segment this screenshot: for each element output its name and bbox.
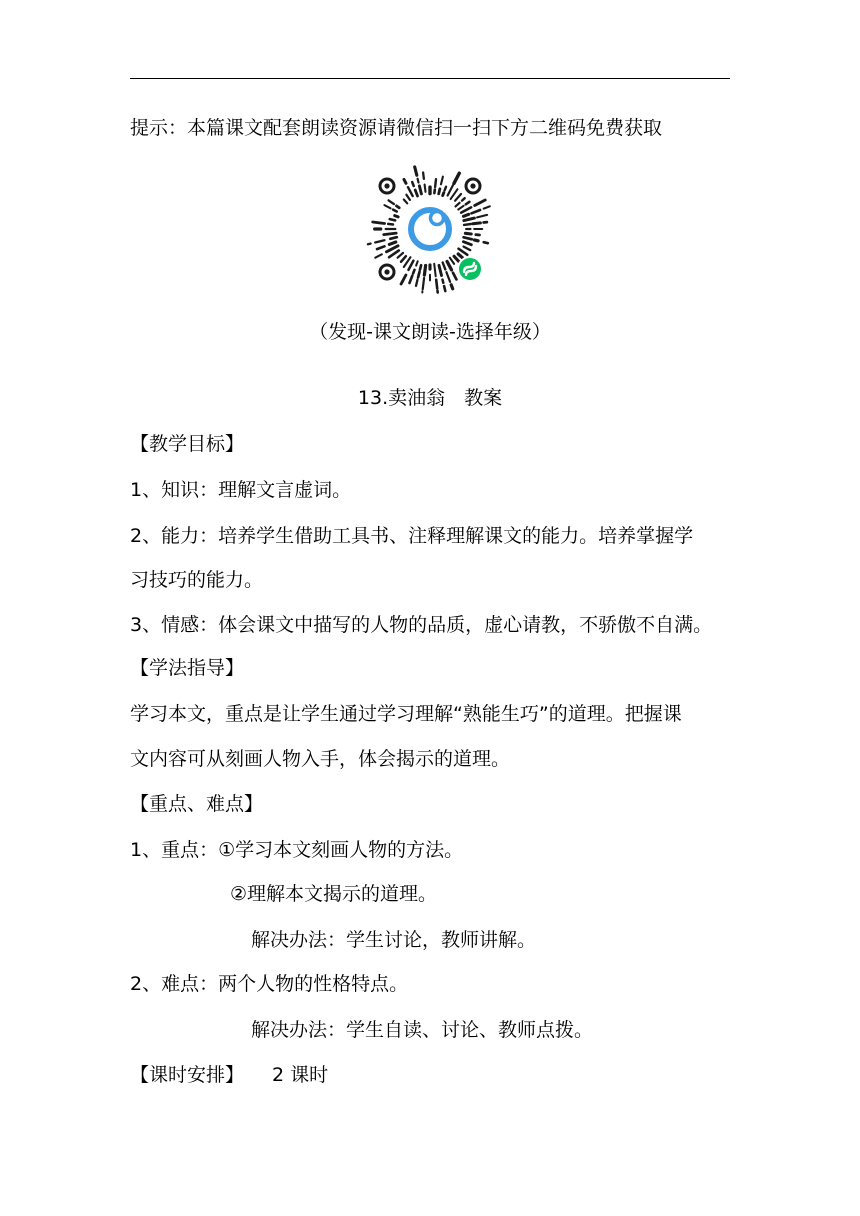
qr-code-segment: [455, 194, 461, 201]
qr-code-segment: [462, 198, 465, 200]
qr-code-segment: [446, 272, 450, 282]
qr-code-segment: [416, 280, 418, 286]
corner-marker-tl-icon: [380, 179, 394, 193]
qr-code-segment: [420, 265, 421, 269]
qr-code-segment: [406, 195, 410, 200]
method-line-1: 学习本文，重点是让学生通过学习理解“熟能生巧”的道理。把握课: [130, 703, 682, 725]
qr-code-segment: [443, 280, 444, 283]
qr-code-segment: [390, 219, 395, 220]
qr-code-segment: [444, 286, 445, 291]
qr-code-segment: [413, 270, 414, 274]
qr-code-segment: [415, 190, 417, 196]
qr-code-segment: [475, 200, 486, 206]
hint-text: 提示：本篇课文配套朗读资源请微信扫一扫下方二维码免费获取: [130, 117, 663, 139]
qr-code-segment: [373, 222, 385, 224]
qr-code-segment: [377, 246, 385, 249]
qr-code-segment: [398, 253, 403, 258]
qr-code-segment: [375, 240, 384, 242]
qr-code-segment: [410, 276, 413, 283]
qr-code-segment: [401, 275, 406, 284]
qr-code-segment: [447, 262, 451, 270]
qr-code-segment: [395, 216, 398, 217]
schedule-value: 2 课时: [272, 1064, 329, 1086]
qr-caption: （发现-课文朗读-选择年级）: [309, 321, 551, 343]
qr-code-segment: [424, 266, 425, 276]
schedule-heading: 【课时安排】: [130, 1064, 245, 1086]
qr-code-segment: [389, 200, 394, 204]
header-rule: [130, 78, 730, 79]
goal-2-line-2: 习技巧的能力。: [130, 569, 264, 591]
qr-code-segment: [439, 189, 440, 194]
qr-code-segment: [443, 263, 446, 270]
key-point-2: 2、难点：两个人物的性格特点。: [130, 973, 409, 995]
qr-code-segment: [445, 187, 446, 191]
qr-code-segment: [443, 193, 444, 196]
method-heading: 【学法指导】: [130, 657, 245, 679]
qr-code-segment: [434, 264, 436, 277]
app-logo-icon: [411, 210, 449, 248]
qr-code-segment: [448, 185, 453, 195]
qr-code-segment: [425, 185, 426, 192]
qr-code-segment: [477, 215, 487, 218]
qr-code-segment: [453, 273, 456, 280]
qr-code-segment: [464, 237, 472, 239]
goal-3: 3、情感：体会课文中描写的人物的品质，虚心请教，不骄傲不自满。: [130, 614, 713, 636]
qr-code-segment: [475, 240, 478, 241]
qr-code-segment: [419, 186, 421, 194]
mini-program-qr-code-icon[interactable]: [363, 162, 497, 296]
qr-code-segment: [464, 214, 469, 216]
key-point-1b: ②理解本文揭示的道理。: [230, 883, 438, 905]
qr-code-segment: [456, 203, 460, 207]
qr-code-segment: [415, 167, 417, 175]
qr-code-segment: [458, 206, 463, 210]
method-line-2: 文内容可从刻画人物入手，体会揭示的道理。: [130, 748, 511, 770]
mini-program-badge-icon: [458, 257, 482, 281]
qr-code-segment: [384, 233, 397, 235]
goal-1: 1、知识：理解文言虚词。: [130, 479, 352, 501]
qr-code-segment: [466, 202, 470, 205]
qr-code-segment: [441, 177, 443, 185]
qr-code-segment: [418, 272, 419, 278]
qr-code-segment: [390, 237, 397, 239]
page-title: 13.卖油翁 教案: [357, 387, 503, 409]
key-point-2-solution: 解决办法：学生自读、讨论、教师点拨。: [251, 1019, 594, 1041]
qr-code-segment: [450, 258, 454, 264]
qr-code-segment: [404, 200, 407, 204]
qr-code-segment: [463, 242, 471, 245]
qr-code-segment: [435, 179, 436, 187]
qr-code-segment: [464, 247, 471, 251]
key-heading: 【重点、难点】: [130, 793, 264, 815]
qr-code-segment: [473, 223, 481, 224]
qr-code-segment: [409, 261, 414, 270]
qr-code-segment: [423, 278, 424, 289]
qr-code-segment: [464, 224, 471, 225]
qr-code-segment: [484, 206, 490, 208]
qr-code-segment: [451, 285, 453, 289]
qr-code-segment: [375, 254, 382, 257]
qr-code-segment: [416, 261, 418, 265]
goals-heading: 【教学目标】: [130, 433, 245, 455]
key-point-1: 1、重点：①学习本文刻画人物的方法。: [130, 839, 464, 861]
qr-code-segment: [384, 205, 390, 208]
qr-code-segment: [404, 180, 406, 184]
qr-code-segment: [397, 206, 400, 208]
qr-code-segment: [389, 251, 399, 258]
qr-code-segment: [412, 182, 414, 186]
qr-code-segment: [458, 254, 462, 258]
qr-code-segment: [484, 242, 488, 243]
qr-code-segment: [464, 218, 475, 221]
qr-code-segment: [418, 179, 419, 183]
qr-code-segment: [465, 233, 471, 234]
key-point-1-solution: 解决办法：学生讨论，教师讲解。: [251, 929, 537, 951]
corner-marker-tr-icon: [466, 179, 480, 193]
qr-code-segment: [368, 244, 371, 245]
qr-code-segment: [472, 210, 481, 213]
qr-code-segment: [439, 265, 442, 275]
qr-code-segment: [401, 256, 406, 262]
goal-2-line-1: 2、能力：培养学生借助工具书、注释理解课文的能力。培养掌握学: [130, 525, 694, 547]
qr-code-segment: [388, 224, 393, 225]
qr-code-segment: [461, 207, 471, 212]
qr-code-segment: [408, 187, 413, 196]
qr-code-segment: [389, 242, 396, 244]
qr-code-segment: [454, 256, 459, 261]
qr-code-segment: [436, 280, 437, 289]
qr-code-segment: [454, 173, 459, 183]
qr-code-segment: [393, 210, 397, 212]
qr-code-segment: [423, 173, 424, 179]
corner-marker-bl-icon: [380, 265, 394, 279]
